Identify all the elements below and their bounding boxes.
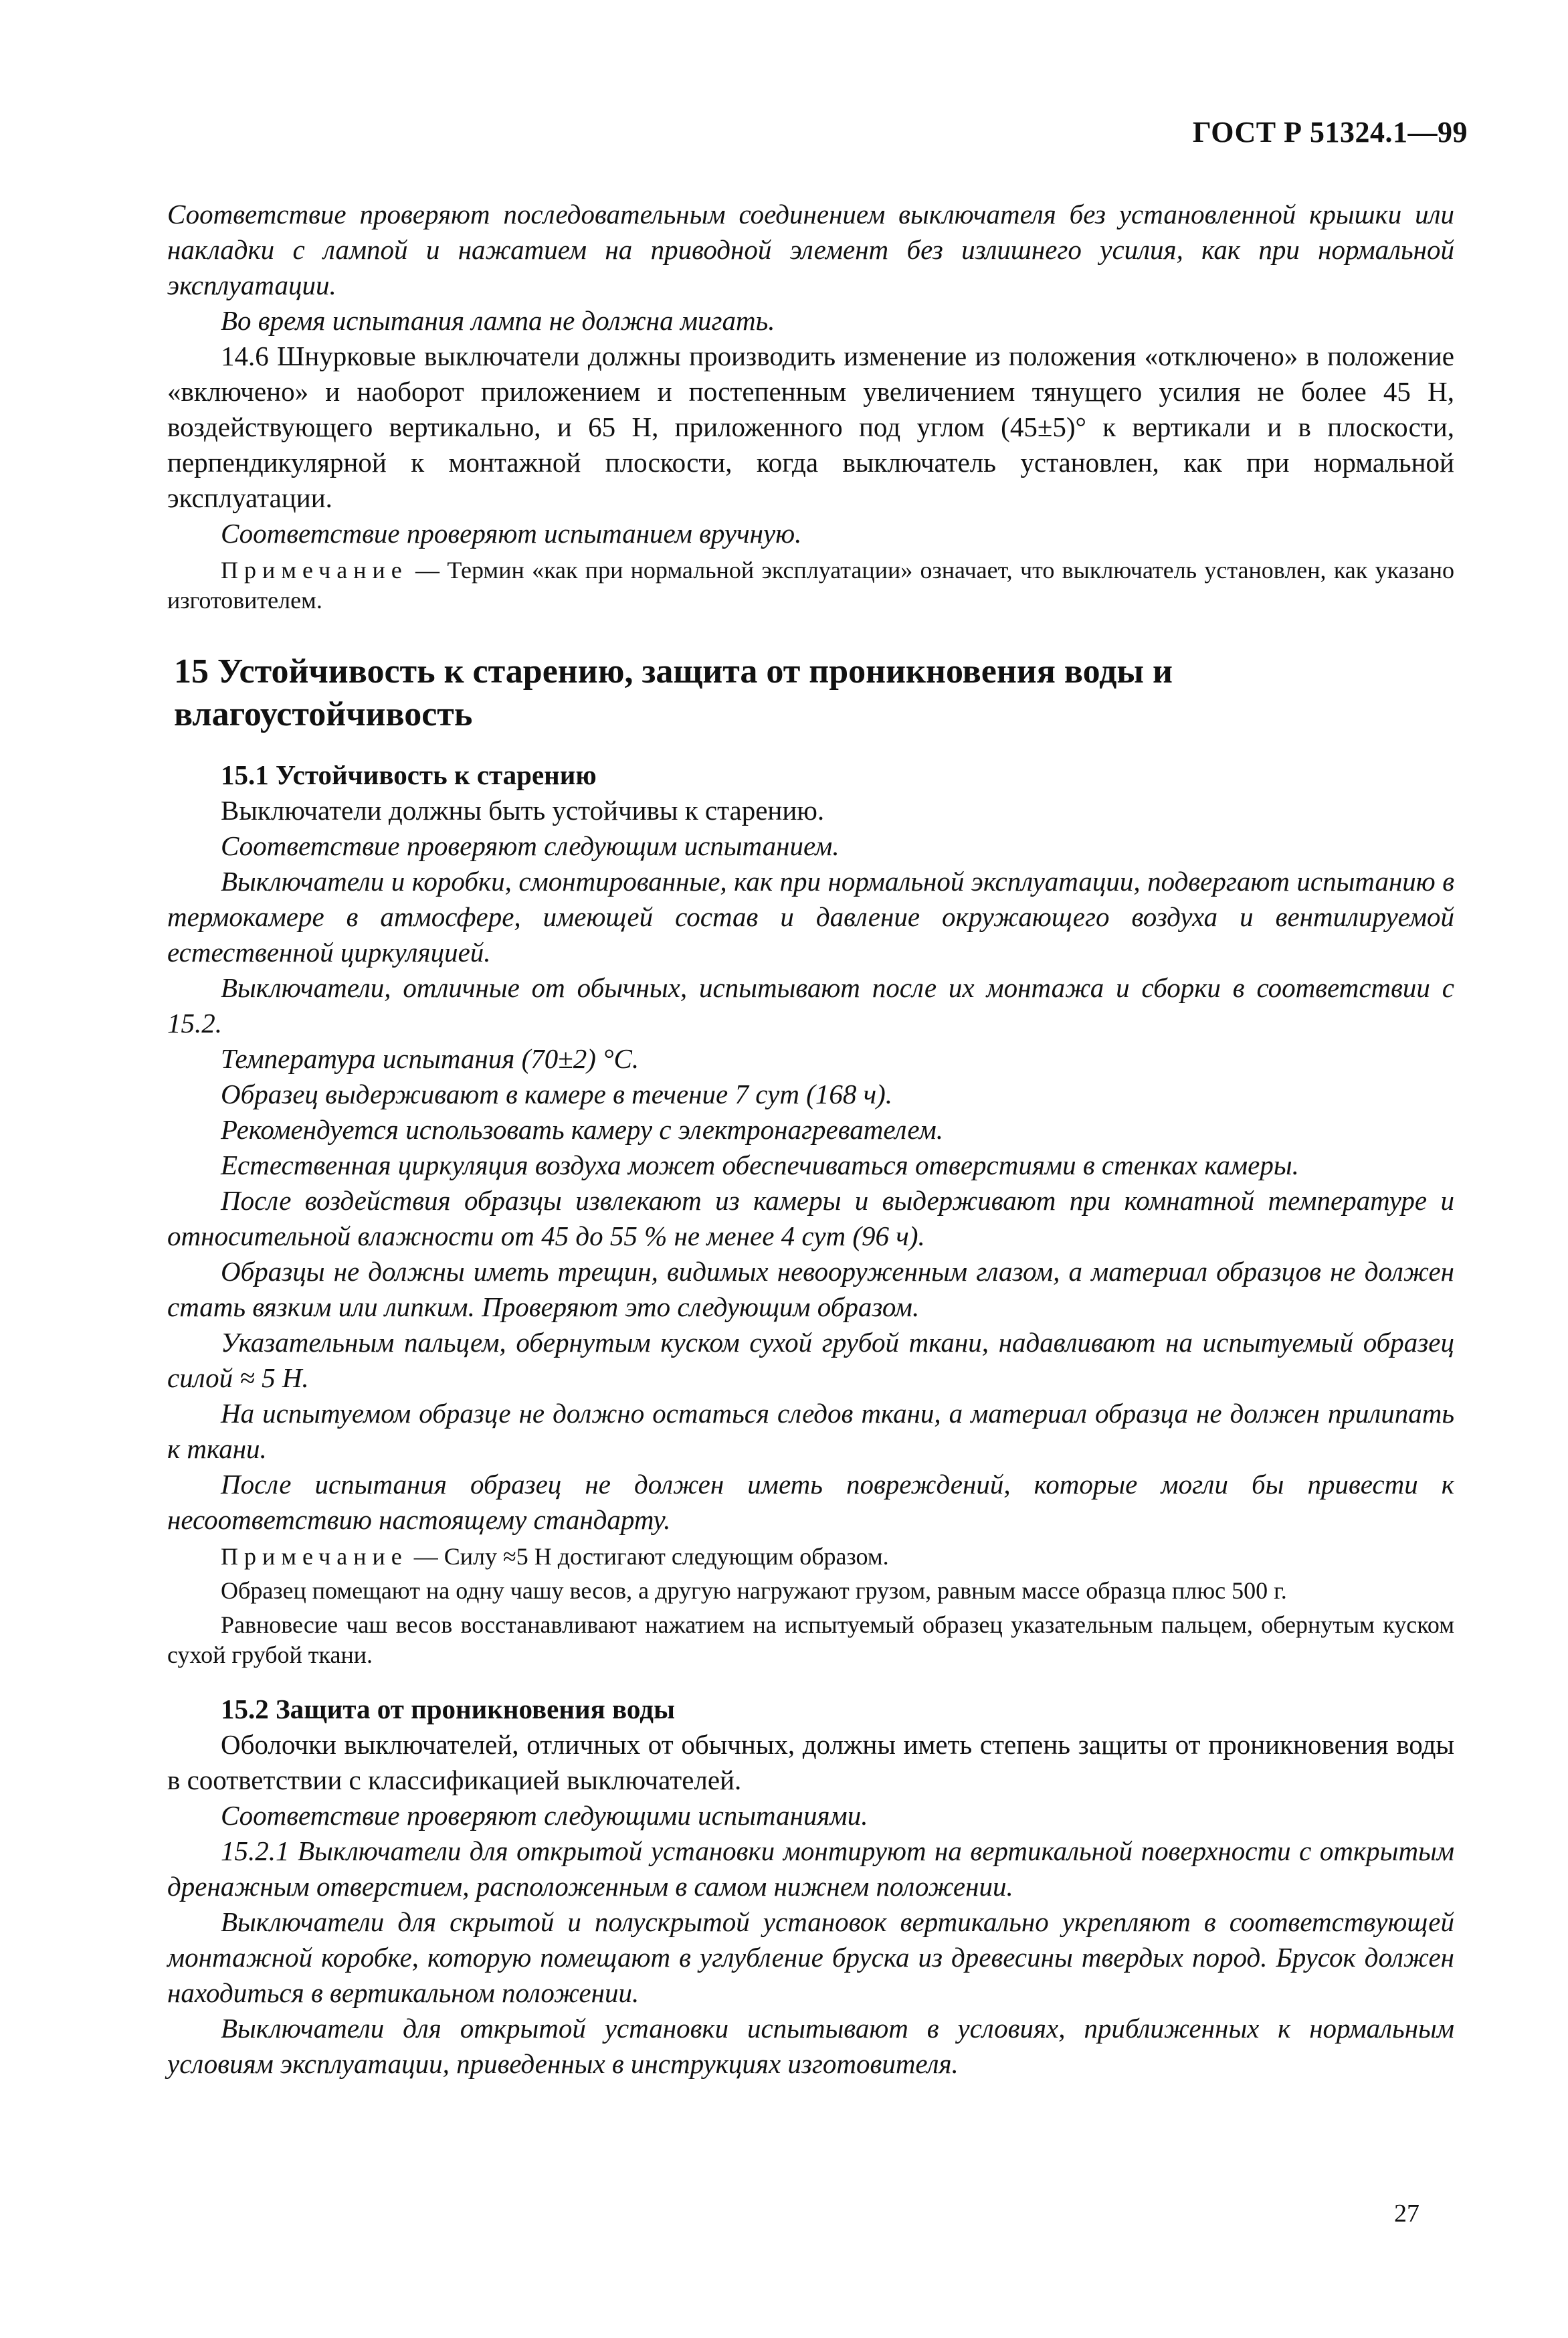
paragraph: 14.6 Шнурковые выключатели должны производить изменение из положения «отключено» в положение «включено» и наоборот приложением и постепенным увеличением тянущего усилия не более 45 Н, воздействующего вертикально, и 65 Н, приложенного под углом (45±5)° к вертикали и в плоскости, перпендикулярной к монтажной плоскости, когда выключатель установлен, как при нормальной эксплуатации. [167,341,1454,513]
italic-paragraph: Во время испытания лампа не должна мигать. [221,305,775,336]
italic-paragraph: Указательным пальцем, обернутым куском сухой грубой ткани, надавливают на испытуемый образец силой ≈ 5 Н. [167,1327,1454,1393]
italic-paragraph: Температура испытания (70±2) °С. [221,1043,640,1074]
page-number: 27 [1394,2199,1419,2228]
italic-paragraph: После воздействия образцы извлекают из камеры и выдерживают при комнатной температуре и относительной влажности от 45 до 55 % не менее 4 сут (96 ч). [167,1185,1454,1251]
note-paragraph [167,1576,1454,1606]
note-text: — Термин «как при нормальной эксплуатации» означает, что выключатель установлен, как указано изготовителем. [167,557,1454,614]
document-body [167,197,1454,2082]
note-paragraph [167,1610,1454,1670]
italic-paragraph: Образцы не должны иметь трещин, видимых невооруженным глазом, а материал образцов не должен стать вязким или липким. Проверяют это следующим образом. [167,1256,1454,1322]
note-paragraph [167,555,1454,616]
subsection-heading: 15.1 Устойчивость к старению [221,759,597,790]
italic-paragraph: Выключатели для открытой установки испытывают в условиях, приближенных к нормальным условиям эксплуатации, приведенных в инструкциях изготовителя. [167,2013,1454,2079]
document-header: ГОСТ Р 51324.1—99 [1192,116,1468,149]
italic-paragraph: Рекомендуется использовать камеру с электронагревателем. [221,1114,943,1145]
italic-paragraph: Образец выдерживают в камере в течение 7 сут (168 ч). [221,1079,893,1109]
subsection-heading: 15.2 Защита от проникновения воды [221,1694,675,1724]
italic-paragraph: Соответствие проверяют последовательным соединением выключателя без установленной крышки или накладки с лампой и нажатием на приводной элемент без излишнего усилия, как при нормальной эксплуатации. [167,199,1454,300]
note-text: Образец помещают на одну чашу весов, а другую нагружают грузом, равным массе образца плюс 500 г. [221,1577,1287,1604]
italic-paragraph: Соответствие проверяют следующим испытанием. [221,830,840,861]
italic-paragraph: Соответствие проверяют следующими испытаниями. [221,1800,868,1831]
paragraph: Оболочки выключателей, отличных от обычных, должны иметь степень защиты от проникновения воды в соответствии с классификацией выключателей. [167,1729,1454,1795]
note-label: Примечание [221,557,408,583]
paragraph: Выключатели должны быть устойчивы к старению. [221,795,825,826]
italic-paragraph: Соответствие проверяют испытанием вручную. [221,518,802,549]
italic-paragraph: Выключатели, отличные от обычных, испытывают после их монтажа и сборки в соответствии с 15.2. [167,972,1454,1039]
italic-paragraph: На испытуемом образце не должно остаться следов ткани, а материал образца не должен прилипать к ткани. [167,1398,1454,1464]
section-heading: 15 Устойчивость к старению, защита от проникновения воды и влагоустойчивость [174,652,1173,733]
note-label: Примечание [221,1543,408,1570]
italic-paragraph: 15.2.1 Выключатели для открытой установки монтируют на вертикальной поверхности с открытым дренажным отверстием, расположенным в самом нижнем положении. [167,1835,1454,1902]
italic-paragraph: Выключатели и коробки, смонтированные, как при нормальной эксплуатации, подвергают испытанию в термокамере в атмосфере, имеющей состав и давление окружающего воздуха и вентилируемой естественной циркуляцией. [167,866,1454,968]
note-text: Равновесие чаш весов восстанавливают нажатием на испытуемый образец указательным пальцем, обернутым куском сухой грубой ткани. [167,1611,1454,1668]
italic-paragraph: Естественная циркуляция воздуха может обеспечиваться отверстиями в стенках камеры. [221,1150,1299,1180]
italic-paragraph: После испытания образец не должен иметь повреждений, которые могли бы привести к несоответствию настоящему стандарту. [167,1469,1454,1535]
note-text: — Силу ≈5 Н достигают следующим образом. [407,1543,889,1570]
note-paragraph [167,1542,1454,1572]
italic-paragraph: Выключатели для скрытой и полускрытой установок вертикально укрепляют в соответствующей монтажной коробке, которую помещают в углубление бруска из древесины твердых пород. Брусок должен находиться в вертикальном положении. [167,1906,1454,2008]
